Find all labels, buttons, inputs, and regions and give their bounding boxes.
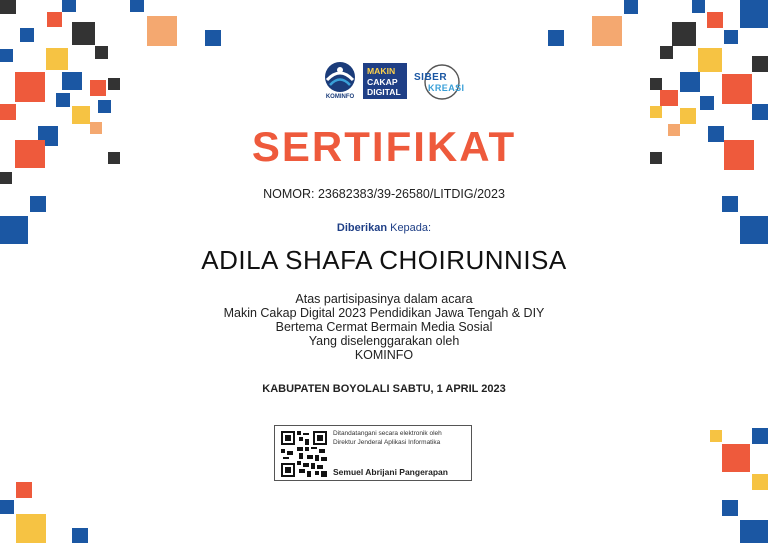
given-to-rest: Kepada: xyxy=(387,222,432,234)
body-line-1: Atas partisipasinya dalam acara xyxy=(295,292,473,306)
e-signature-box xyxy=(274,425,472,481)
qr-code-icon[interactable] xyxy=(281,431,327,477)
logo-row xyxy=(0,60,768,105)
body-line-3: Bertema Cermat Bermain Media Sosial xyxy=(275,320,493,334)
siberkreasi-text-2: KREASI xyxy=(428,83,465,93)
signature-note xyxy=(333,429,442,447)
mcd-line-1: MAKIN xyxy=(367,66,396,76)
recipient-name: ADILA SHAFA CHOIRUNNISA xyxy=(201,245,567,275)
place-date: KABUPATEN BOYOLALI SABTU, 1 APRIL 2023 xyxy=(262,383,506,395)
signature-note-line-1: Ditandatangani secara elektronik oleh xyxy=(333,430,442,437)
body-line-2: Makin Cakap Digital 2023 Pendidikan Jawa Tengah & DIY xyxy=(223,306,545,320)
given-to-bold: Diberikan xyxy=(336,222,388,234)
signer-name: Semuel Abrijani Pangerapan xyxy=(333,467,448,477)
makin-cakap-digital-logo xyxy=(363,63,407,99)
body-line-4: Yang diselenggarakan oleh xyxy=(308,334,460,348)
siberkreasi-text-1: SIBER xyxy=(414,72,448,83)
body-line-5: KOMINFO xyxy=(354,348,414,362)
given-to-label xyxy=(0,222,768,234)
signature-note-line-2: Direktur Jenderal Aplikasi Informatika xyxy=(333,439,441,446)
certificate-body xyxy=(0,292,768,362)
kominfo-logo-text: KOMINFO xyxy=(325,94,355,100)
mcd-line-2: CAKAP xyxy=(367,76,398,87)
mcd-line-3: DIGITAL xyxy=(367,87,401,97)
siberkreasi-logo xyxy=(414,62,465,102)
certificate-number: NOMOR: 23682383/39-26580/LITDIG/2023 xyxy=(263,187,505,201)
certificate-title: SERTIFIKAT xyxy=(251,123,517,170)
